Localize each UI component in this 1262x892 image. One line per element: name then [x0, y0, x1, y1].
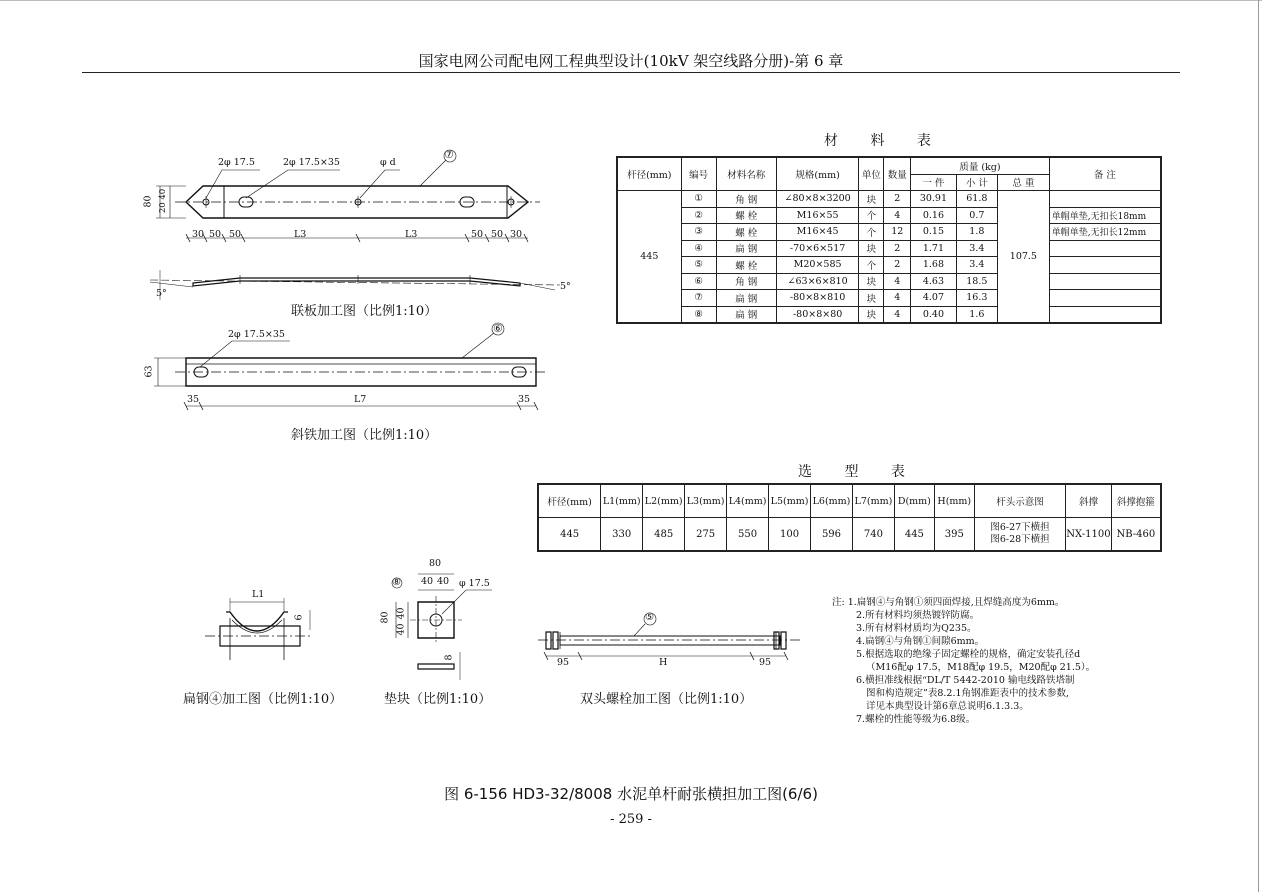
material-table-title: 材 料 表	[824, 133, 945, 149]
th-qty: 数量	[884, 157, 911, 191]
cell-each: 4.07	[911, 290, 957, 307]
sel-th: D(mm)	[894, 484, 934, 518]
note-line: 4.扁钢④与角钢①间隙6mm。	[856, 636, 985, 647]
sel-th: L6(mm)	[811, 484, 853, 518]
page-number: - 259 -	[610, 812, 652, 827]
cell-remark	[1049, 240, 1161, 257]
cell-no: ①	[681, 191, 716, 208]
pad-hole-label: φ 17.5	[459, 578, 490, 589]
table-row	[538, 518, 1161, 552]
pad-dim-8: 8	[443, 654, 455, 661]
total-weight-cell: 107.5	[998, 191, 1050, 324]
bolt-dim-h: H	[659, 657, 668, 668]
link-dim-l3b: L3	[405, 229, 418, 240]
figure-title: 图 6-156 HD3-32/8008 水泥单杆耐张横担加工图(6/6)	[444, 785, 818, 803]
cell-spec: -80×8×810	[776, 290, 859, 307]
cell-no: ⑧	[681, 306, 716, 323]
sel-cell: 445	[538, 518, 601, 552]
table-row	[617, 207, 1161, 224]
notes-label: 注:	[832, 597, 845, 608]
sel-th: H(mm)	[934, 484, 974, 518]
cell-sub: 3.4	[956, 240, 997, 257]
sel-cell: 395	[934, 518, 974, 552]
sel-cell: 550	[727, 518, 769, 552]
pad-dim-40c: 40	[395, 623, 407, 636]
cell-each: 30.91	[911, 191, 957, 208]
th-spec: 规格(mm)	[776, 157, 859, 191]
bolt-part-number: ⑤	[645, 612, 654, 623]
link-dim-30a: 30	[192, 229, 205, 240]
pad-dim-80-top: 80	[429, 558, 442, 569]
cell-qty: 12	[884, 224, 911, 241]
sel-cell: 445	[894, 518, 934, 552]
link-dim-30b: 30	[510, 229, 523, 240]
link-hole2-label: 2φ 17.5×35	[283, 157, 340, 168]
link-hole3-label: φ d	[380, 157, 396, 168]
note-line: 1.扁钢④与角钢①须四面焊接,且焊缝高度为6mm。	[847, 597, 1065, 608]
cell-remark	[1049, 257, 1161, 274]
cell-each: 0.16	[911, 207, 957, 224]
note-line: 图和构造规定”表8.2.1角钢准距表中的技术参数,	[866, 688, 1070, 699]
cell-remark: 单帽单垫,无扣长18mm	[1049, 207, 1161, 224]
cell-sub: 3.4	[956, 257, 997, 274]
sel-th: 杆头示意图	[974, 484, 1066, 518]
link-hole1-label: 2φ 17.5	[218, 157, 255, 168]
sel-th: 斜撑	[1066, 484, 1111, 518]
cell-qty: 2	[884, 240, 911, 257]
oblique-part-number: ⑥	[493, 322, 503, 335]
selection-table-title: 选 型 表	[798, 464, 919, 480]
table-row	[617, 306, 1161, 323]
table-row	[617, 240, 1161, 257]
th-name: 材料名称	[716, 157, 776, 191]
cell-each: 0.40	[911, 306, 957, 323]
cell-no: ⑦	[681, 290, 716, 307]
cell-no: ③	[681, 224, 716, 241]
flat-steel-view	[205, 598, 312, 660]
cell-name: 螺 栓	[716, 224, 776, 241]
cell-qty: 2	[884, 191, 911, 208]
link-dim-2040: 20 40	[158, 188, 169, 214]
sel-cell: 330	[601, 518, 643, 552]
pad-dim-80-side: 80	[379, 611, 391, 624]
oblique-dim-63: 63	[143, 365, 155, 378]
cell-no: ④	[681, 240, 716, 257]
cell-name: 扁 钢	[716, 290, 776, 307]
cell-sub: 1.6	[956, 306, 997, 323]
pad-dim-40d: 40	[395, 607, 407, 620]
sel-cell: 596	[811, 518, 853, 552]
cell-spec: M16×45	[776, 224, 859, 241]
oblique-hole-label: 2φ 17.5×35	[228, 329, 285, 340]
sel-th: 斜撑抱箍	[1111, 484, 1161, 518]
cell-unit: 块	[859, 191, 884, 208]
link-dim-50d: 50	[491, 229, 504, 240]
sel-th: L5(mm)	[769, 484, 811, 518]
page-header-title: 国家电网公司配电网工程典型设计(10kV 架空线路分册)-第 6 章	[418, 52, 844, 70]
table-row	[617, 290, 1161, 307]
sel-th: L7(mm)	[852, 484, 894, 518]
cell-qty: 4	[884, 290, 911, 307]
sel-cell-head-ref	[974, 518, 1066, 552]
note-line: 详见本典型设计第6章总说明6.1.3.3。	[866, 701, 1029, 712]
cell-spec: ∠63×6×810	[776, 273, 859, 290]
th-no: 编号	[681, 157, 716, 191]
material-table	[616, 156, 1162, 324]
oblique-dim-35a: 35	[187, 394, 200, 405]
cell-remark	[1049, 306, 1161, 323]
cell-no: ⑤	[681, 257, 716, 274]
link-dim-50a: 50	[209, 229, 222, 240]
selection-table	[537, 483, 1162, 552]
cell-name: 角 钢	[716, 191, 776, 208]
cell-remark	[1049, 290, 1161, 307]
table-row	[617, 257, 1161, 274]
link-dim-80: 80	[142, 195, 154, 208]
flat-dim-l1: L1	[252, 589, 265, 600]
sel-cell: 485	[643, 518, 685, 552]
cell-each: 0.15	[911, 224, 957, 241]
sel-th: L4(mm)	[727, 484, 769, 518]
sel-th: L2(mm)	[643, 484, 685, 518]
cell-unit: 块	[859, 306, 884, 323]
cell-unit: 个	[859, 257, 884, 274]
double-bolt-caption: 双头螺栓加工图（比例1:10）	[580, 692, 753, 707]
oblique-iron-caption: 斜铁加工图（比例1:10）	[291, 428, 438, 443]
sel-th: L1(mm)	[601, 484, 643, 518]
cell-sub: 1.8	[956, 224, 997, 241]
note-line: 6.横担准线根据“DL/T 5442-2010 输电线路铁塔制	[856, 675, 1075, 686]
rod-diameter-cell: 445	[617, 191, 681, 324]
cell-name: 螺 栓	[716, 257, 776, 274]
sel-cell: 275	[685, 518, 727, 552]
th-total: 总 重	[998, 174, 1050, 191]
pad-part-number: ⑧	[392, 577, 401, 588]
sel-cell: NB-460	[1111, 518, 1161, 552]
pad-caption: 垫块（比例1:10）	[384, 692, 492, 707]
cell-spec: M16×55	[776, 207, 859, 224]
note-line: 5.根据选取的绝缘子固定螺栓的规格，确定安装孔径d	[856, 649, 1081, 660]
cell-spec: -80×8×80	[776, 306, 859, 323]
sel-th: L3(mm)	[685, 484, 727, 518]
head-ref-line1: 图6-27下横担	[990, 522, 1050, 533]
link-plate-side-view	[150, 270, 560, 300]
cell-no: ②	[681, 207, 716, 224]
cell-qty: 4	[884, 273, 911, 290]
cell-remark	[1049, 191, 1161, 208]
cell-name: 扁 钢	[716, 306, 776, 323]
cell-remark	[1049, 273, 1161, 290]
cell-unit: 块	[859, 290, 884, 307]
sel-cell: NX-1100	[1066, 518, 1111, 552]
note-line: 7.螺栓的性能等级为6.8级。	[856, 714, 976, 725]
cell-each: 4.63	[911, 273, 957, 290]
cell-unit: 个	[859, 207, 884, 224]
pad-view	[392, 574, 492, 680]
cell-spec: ∠80×8×3200	[776, 191, 859, 208]
link-part-number: ⑦	[444, 148, 454, 161]
cell-spec: M20×585	[776, 257, 859, 274]
th-sub: 小 计	[956, 174, 997, 191]
double-bolt-view	[538, 613, 800, 660]
cell-sub: 18.5	[956, 273, 997, 290]
cell-sub: 0.7	[956, 207, 997, 224]
cell-spec: -70×6×517	[776, 240, 859, 257]
cell-no: ⑥	[681, 273, 716, 290]
bolt-dim-95a: 95	[557, 657, 570, 668]
th-mass: 质量 (kg)	[911, 157, 1050, 174]
link-dim-50b: 50	[229, 229, 242, 240]
th-rod: 杆径(mm)	[617, 157, 681, 191]
link-angle-right: 5°	[560, 281, 571, 292]
head-ref-line2: 图6-28下横担	[990, 534, 1050, 545]
note-line: 3.所有材料材质均为Q235。	[856, 623, 977, 634]
cell-sub: 61.8	[956, 191, 997, 208]
cell-remark: 单帽单垫,无扣长12mm	[1049, 224, 1161, 241]
cell-unit: 个	[859, 224, 884, 241]
link-dim-l3a: L3	[294, 229, 307, 240]
table-row	[617, 191, 1161, 208]
link-angle-left: 5°	[156, 288, 167, 299]
cell-each: 1.68	[911, 257, 957, 274]
notes	[832, 596, 1095, 726]
sel-cell: 100	[769, 518, 811, 552]
cell-unit: 块	[859, 240, 884, 257]
oblique-dim-l7: L7	[354, 394, 367, 405]
cell-qty: 4	[884, 207, 911, 224]
cell-qty: 4	[884, 306, 911, 323]
bolt-dim-95b: 95	[759, 657, 772, 668]
flat-steel-caption: 扁钢④加工图（比例1:10）	[183, 692, 343, 707]
oblique-dim-35b: 35	[518, 394, 531, 405]
th-remark: 备 注	[1049, 157, 1161, 191]
flat-dim-6: 6	[293, 614, 305, 621]
cell-sub: 16.3	[956, 290, 997, 307]
th-each: 一 件	[911, 174, 957, 191]
note-line: 2.所有材料均须热镀锌防腐。	[856, 610, 980, 621]
cell-name: 角 钢	[716, 273, 776, 290]
note-line: （M16配φ 17.5，M18配φ 19.5，M20配φ 21.5）。	[866, 662, 1096, 673]
oblique-iron-view	[154, 323, 545, 410]
cell-each: 1.71	[911, 240, 957, 257]
cell-name: 螺 栓	[716, 207, 776, 224]
sel-th: 杆径(mm)	[538, 484, 601, 518]
pad-dim-40b: 40	[437, 576, 450, 587]
link-dim-50c: 50	[471, 229, 484, 240]
th-unit: 单位	[859, 157, 884, 191]
table-row	[617, 273, 1161, 290]
link-plate-caption: 联板加工图（比例1:10）	[291, 304, 438, 319]
sel-cell: 740	[852, 518, 894, 552]
cell-unit: 块	[859, 273, 884, 290]
table-row	[617, 224, 1161, 241]
pad-dim-40a: 40	[421, 576, 434, 587]
cell-qty: 2	[884, 257, 911, 274]
cell-name: 扁 钢	[716, 240, 776, 257]
